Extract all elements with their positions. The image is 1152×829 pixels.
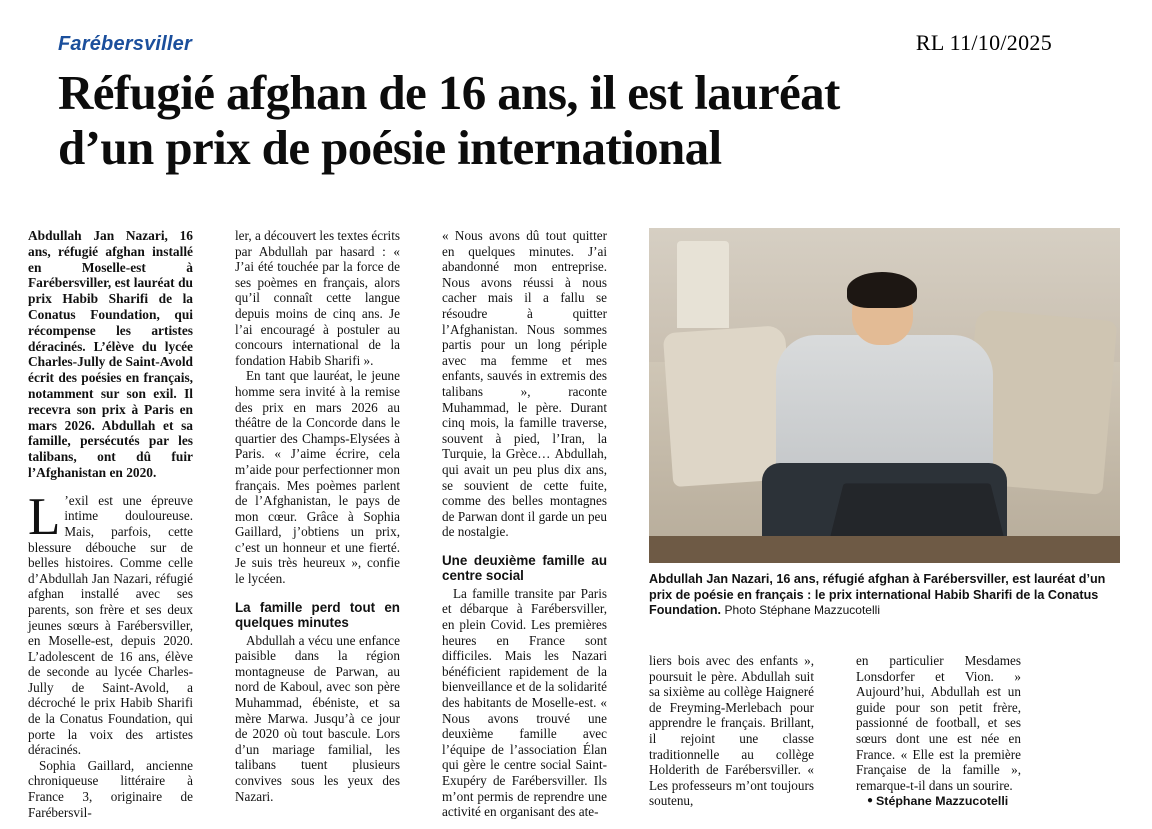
paragraph-7-text: La famille transite par Paris et débarque à Farébersviller, en plein Covid. Les premières heures en France sont difficiles. Mais les Nazari bénéficient rapidement de la bienveillance et de la solidarité des habitants de Moselle-est. « Nous avons trouvé une deuxième famille avec l’équipe de l’association Élan qui gère le centre social Saint-Exupéry de Farébersviller. Ils m’ont permis de reprendre une activité en organisant des ate- <box>442 585 607 820</box>
paragraph-9-text: en particulier Mesdames Lonsdorfer et Vion. » Aujourd’hui, Abdullah est un guide pour son petit frère, passionné de football, et ses sœurs dont une est née en France. « Elle est la première Française de la famille », remarque-t-il dans un sourire. <box>856 653 1021 793</box>
photo-credit: Photo Stéphane Mazzucotelli <box>724 603 880 618</box>
article-body <box>28 228 1126 821</box>
subheading-family-loses-everything: La famille perd tout en quelques minutes <box>235 599 400 631</box>
paragraph-5-text: Abdullah a vécu une enfance paisible dans la région montagneuse de Parwan, au nord de Kaboul, avec son père Muhammad, ébéniste, et sa mère Marwa. Jusqu’à ce jour de 2020 où tout bascule. Lors d’un mariage familial, les talibans tuent plusieurs convives sous les yeux des Nazari. <box>235 632 400 804</box>
headline-line-2: d’un prix de poésie international <box>58 119 722 175</box>
byline-author: Stéphane Mazzucotelli <box>876 794 1009 809</box>
photo-person-hair <box>847 272 918 309</box>
paragraph-1-text: ’exil est une épreuve intime douloureuse. Mais, parfois, cette blessure débouche sur de belles histoires. Comme celle d’Abdullah Jan Nazari, réfugié afghan installé avec ses parents, son frère et ses deux jeunes sœurs à Farébersviller, en Moselle-est, depuis 2020. L’adolescent de 16 ans, élève de seconde au lycée Charles-Jully de Saint-Avold, a décroché le prix Habib Sharifi de la Conatus Foundation, qui porte la voix des artistes déracinés. <box>28 492 193 758</box>
article-photo-block <box>649 228 1120 619</box>
photo-caption-text: Abdullah Jan Nazari, 16 ans, réfugié afghan à Farébersviller, est lauréat d’un prix de poésie en français : le prix international Habib Sharifi de la Conatus Foundation. <box>649 572 1106 618</box>
first-paragraph <box>28 487 193 758</box>
article-column-5 <box>856 653 1021 810</box>
paragraph-2-text: Sophia Gaillard, ancienne chroniqueuse littéraire à France 3, originaire de Farébersvil- <box>28 757 193 820</box>
photo-laptop <box>830 483 1006 540</box>
paragraph-4-text: En tant que lauréat, le jeune homme sera invité à la remise des prix en mars 2026 au théâtre de la Concorde dans le quartier des Champs-Elysées à Paris. « J’aime écrire, cela m’aide pour perfectionner mon français. Mes poèmes parlent de l’Afghanistan, le pays de mon cœur. Grâce à Sophia Gaillard, j’obtiens un prix, c’est un honneur et une fierté. Je suis très heureux », confie le lycéen. <box>235 368 400 587</box>
article-column-4 <box>649 653 814 809</box>
issue-reference: RL 11/10/2025 <box>915 30 1052 55</box>
paragraph-3-text: ler, a découvert les textes écrits par Abdullah par hasard : « J’ai été touchée par la force de ses poèmes en français, alors qu’il connaît cette langue depuis moins de cinq ans. Je l’ai encouragé à postuler au concours international de la fondation Habib Sharifi ». <box>235 228 400 368</box>
standfirst-text: Abdullah Jan Nazari, 16 ans, réfugié afghan installé en Moselle-est à Farébersviller, est lauréat du prix Habib Sharifi de la Conatus Foundation, qui récompense les artistes déracinés. L’élève du lycée Charles-Jully de Saint-Avold écrit des poésies en français, notamment sur son exil. Il recevra son prix à Paris en mars 2026. Abdullah et sa famille, persécutés par les talibans, ont dû fuir l’Afghanistan en 2020. <box>28 228 193 480</box>
page-title <box>30 56 1122 176</box>
article-column-3 <box>442 228 607 820</box>
headline-line-1: Réfugié afghan de 16 ans, il est lauréat <box>58 65 840 120</box>
photo-floor-region <box>649 536 1120 563</box>
article-photo <box>649 228 1120 563</box>
article-header <box>30 30 1122 56</box>
drop-cap: L <box>28 487 61 546</box>
byline-bullet-icon: ● <box>867 795 874 807</box>
paragraph-8-text: liers bois avec des enfants », poursuit le père. Abdullah suit sa sixième au collège Haigneré de Freyming-Merlebach pour apprendre le français. Brillant, il rejoint une classe traditionnelle au collège Holderith de Farébersviller. « Les professeurs m’ont toujours soutenu, <box>649 653 814 809</box>
paragraph-6-text: « Nous avons dû tout quitter en quelques minutes. J’ai abandonné mon entreprise. Nous avons réussi à nous cacher mais il a fallu se résoudre à quitter l’Afghanistan. Nous sommes partis pour un long périple avec ma femme et mes enfants, sauvés in extremis des talibans », raconte Muhammad, le père. Durant cinq mois, la famille traverse, souvent à pied, l’Iran, la Turquie, la Grèce… Abdullah, qui avait un peu plus dix ans, se souvient de cette fuite, comme des belles montagnes de Parwan dont il garde un peu de nostalgie. <box>442 228 607 540</box>
article-column-2 <box>235 228 400 804</box>
section-kicker: Farébersviller <box>58 33 192 55</box>
photo-lamp-shape <box>677 241 729 328</box>
article-byline <box>856 793 1021 810</box>
standfirst <box>28 228 193 481</box>
photo-caption <box>649 572 1120 619</box>
article-column-1 <box>28 228 193 820</box>
subheading-second-family: Une deuxième famille au centre social <box>442 552 607 584</box>
